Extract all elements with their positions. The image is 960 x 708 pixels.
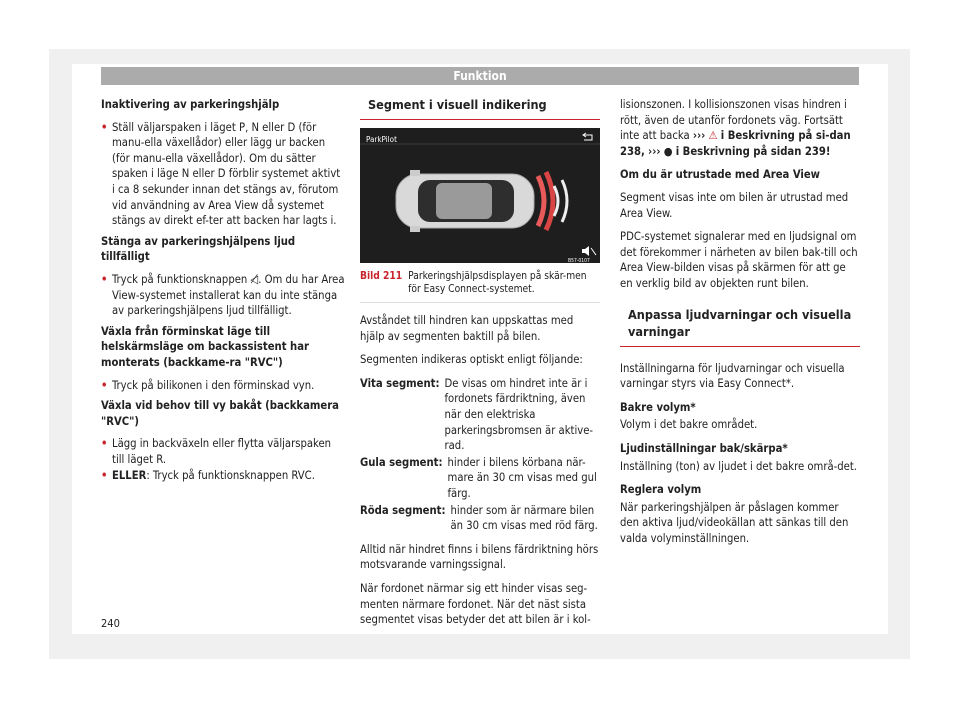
paragraph: Alltid när hindret finns i bilens färdriktning hörs motsvarande varningssignal. [360, 542, 599, 572]
parkpilot-figure [360, 128, 600, 263]
figure-code: B57-0107 [568, 258, 590, 264]
back-arrow-icon [583, 133, 592, 140]
definition-item: Vita segment: De visas om hindret inte är i fordonets färdriktning, även när den elektriska parkeringsbromsen är aktive-rad. [360, 376, 594, 453]
heading-fullscreen: Växla från förminskat läge till helskärmsläge om backassistent har monterats (backkame-ra "RVC") [101, 324, 309, 369]
screen-title: ParkPilot [366, 135, 397, 144]
section-title: Segment i visuell indikering [360, 97, 600, 120]
definition-item: Röda segment: hinder som är närmare bilen än 30 cm visas med röd färg. [360, 503, 598, 533]
bullet-icon: • [101, 272, 108, 286]
paragraph: lisionszonen. I kollisionszonen visas hindren i rött, även de utanför fordonets väg. Fortsätt inte att backa ››› ⚠ i Beskrivning på si-dan 238, ››› ● i Beskrivning på sidan 239! [620, 98, 851, 158]
paragraph: Segmenten indikeras optiskt enligt följande: [360, 353, 583, 367]
figure-label: Bild 211 [360, 271, 403, 282]
bullet-item: • Lägg in backväxeln eller flytta väljarspaken till läget R. [101, 437, 332, 466]
heading-rear-view: Växla vid behov till vy bakåt (backkamera "RVC") [101, 399, 339, 428]
paragraph: Segment visas inte om bilen är utrustad med Area View. [620, 190, 849, 220]
warning-triangle-icon: ⚠ [708, 129, 718, 143]
figure-caption [360, 271, 600, 303]
paragraph: När parkeringshjälpen är påslagen kommer den aktiva ljud/videokällan att sänkas till den valda volyminställningen. [620, 500, 849, 545]
warning-segments [538, 172, 567, 230]
parking-display-graphic [360, 128, 600, 263]
bullet-item: • Tryck på funktionsknappen ◁̸. Om du har Area View-systemet installerat kan du inte stänga av parkeringshjälpens ljud tillfälligt. [101, 272, 345, 318]
bullet-icon: • [101, 120, 108, 134]
caption-text: Parkeringshjälpsdisplayen på skär-men för Easy Connect-systemet. [408, 271, 587, 295]
definition-item: Gula segment: hinder i bilens körbana när-mare än 30 cm visas med gul färg. [360, 455, 597, 500]
paragraph: Inställningarna för ljudvarningar och visuella varningar styrs via Easy Connect*. [620, 361, 845, 391]
bullet-item: • Ställ väljarspaken i läget P, N eller D (för manu-ella växellådor) eller lägg ur backen (för manu-ella växellådor). Om du sätter spaken i läge N eller D förblir systemet aktivt i ca 8 sekunder innan det stängs av, förutom vid användning av Area View då systemet stängs av direkt ef-ter att backen har lagts i. [101, 120, 341, 228]
info-icon: ● [663, 144, 673, 158]
column-left [101, 97, 346, 485]
heading-volume-control: Reglera volym [620, 483, 702, 497]
paragraph: När fordonet närmar sig ett hinder visas seg-menten närmare fordonet. När det näst sista segmentet visas betyder det att bilen är i kol- [360, 581, 591, 627]
paragraph: Avståndet till hindren kan uppskattas med hjälp av segmenten baktill på bilen. [360, 314, 574, 343]
page-number: 240 [101, 617, 120, 630]
bullet-item: • ELLER: Tryck på funktionsknappen RVC. [101, 469, 315, 483]
column-right [620, 97, 860, 554]
bullet-item: • Tryck på bilikonen i den förminskad vyn. [101, 378, 315, 392]
reference-link[interactable]: i Beskrivning på si-dan 238, [620, 129, 851, 158]
bullet-icon: • [101, 437, 108, 451]
paragraph: PDC-systemet signalerar med en ljudsignal om det förekommer i närheten av bilen bak-till och Area View-bilden visas på skärmen för att ge en verklig bild av objekten runt bilen. [620, 230, 858, 290]
section-title: Anpassa ljudvarningar och visuella varningar [620, 306, 860, 347]
heading-area-view: Om du är utrustade med Area View [620, 168, 820, 182]
heading-sound-settings: Ljudinställningar bak/skärpa* [620, 441, 788, 455]
reference-link[interactable]: i Beskrivning på sidan 239 [675, 144, 826, 158]
heading-deactivation: Inaktivering av parkeringshjälp [101, 98, 280, 111]
bullet-icon: • [101, 469, 108, 483]
page-header: Funktion [101, 67, 859, 85]
heading-mute: Stänga av parkeringshjälpens ljud tillfälligt [101, 234, 296, 264]
paragraph: Inställning (ton) av ljudet i det bakre områ-det. [620, 459, 857, 473]
heading-rear-volume: Bakre volym* [620, 400, 696, 414]
paragraph: Volym i det bakre området. [620, 418, 758, 432]
column-middle [360, 97, 600, 636]
bullet-icon: • [101, 378, 108, 392]
car-icon [396, 170, 534, 232]
